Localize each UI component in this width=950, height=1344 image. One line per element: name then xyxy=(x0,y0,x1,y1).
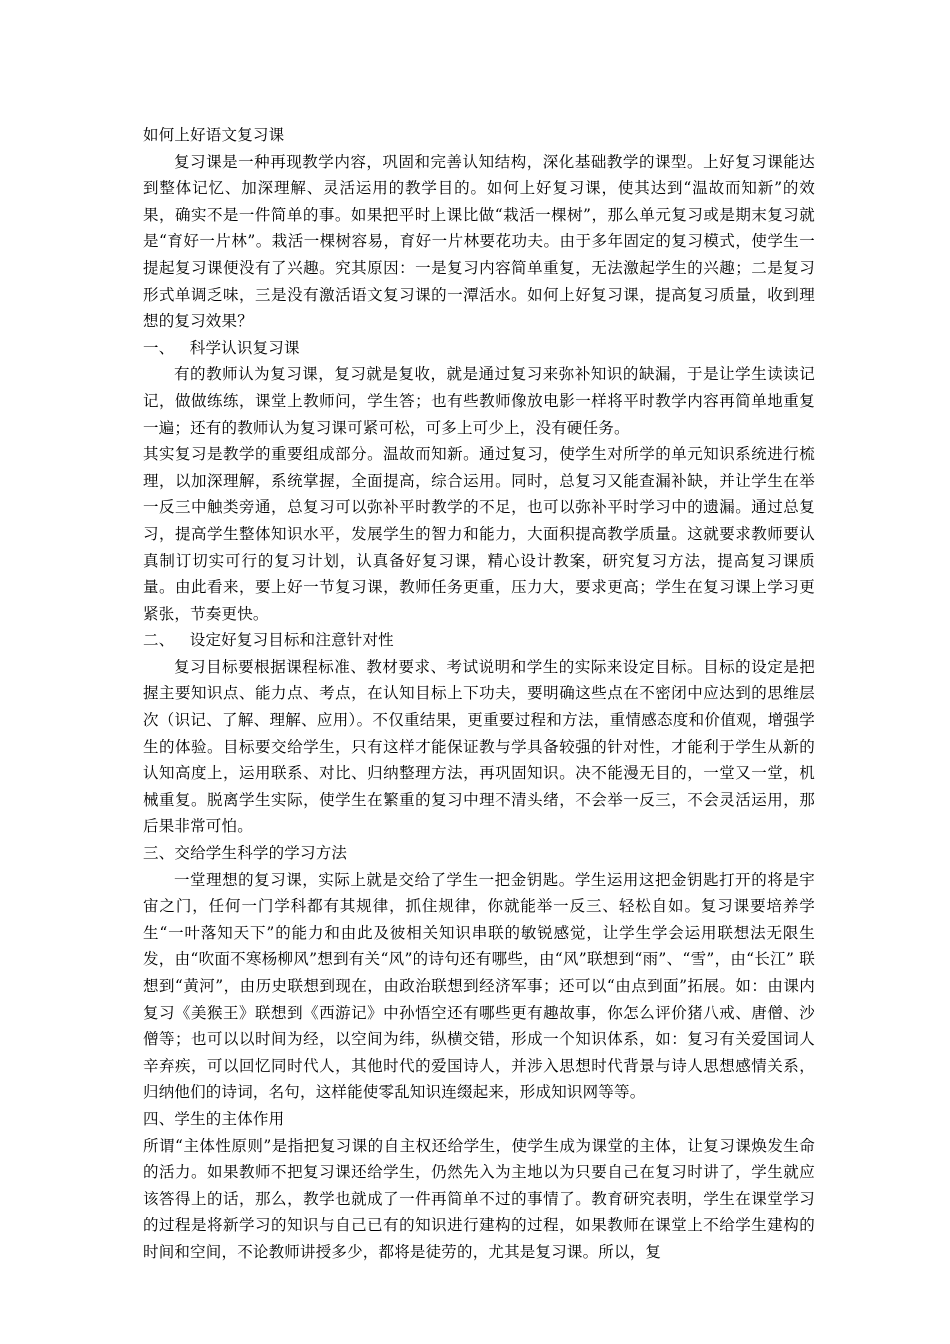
document-title: 如何上好语文复习课 xyxy=(143,126,285,144)
section-heading-4: 四、学生的主体作用 xyxy=(143,1109,285,1128)
paragraph-intro: 复习课是一种再现教学内容，巩固和完善认知结构，深化基础教学的课型。上好复习课能达到整体记忆、加深理解、灵活运用的教学目的。如何上好复习课，使其达到“温故而知新”的效果，确实不是一件简单的事。如果把平时上课比做“栽活一棵树”，那么单元复习或是期末复习就是“育好一片林”。栽活一棵树容易，育好一片林要花功夫。由于多年固定的复习模式，使学生一提起复习课便没有了兴趣。究其原因：一是复习内容简单重复，无法激起学生的兴趣；二是复习形式单调乏味，三是没有激活语文复习课的一潭活水。如何上好复习课，提高复习质量，收到理想的复习效果？ xyxy=(143,152,815,331)
paragraph-4: 所谓“主体性原则”是指把复习课的自主权还给学生，使学生成为课堂的主体，让复习课焕发生命的活力。如果教师不把复习课还给学生，仍然先入为主地以为只要自己在复习时讲了，学生就应该答得上的话，那么，教学也就成了一件再简单不过的事情了。教育研究表明，学生在课堂学习的过程是将新学习的知识与自己已有的知识进行建构的过程，如果教师在课堂上不给学生建构的时间和空间，不论教师讲授多少，都将是徒劳的，尤其是复习课。所以，复 xyxy=(143,1136,815,1261)
document-page xyxy=(143,122,815,1266)
section-heading-2: 二、 设定好复习目标和注意针对性 xyxy=(143,631,394,650)
section-heading-1: 一、 科学认识复习课 xyxy=(143,338,300,357)
section-heading-3: 三、交给学生科学的学习方法 xyxy=(143,844,348,863)
paragraph-1b: 其实复习是教学的重要组成部分。温故而知新。通过复习，使学生对所学的单元知识系统进行梳理，以加深理解，系统掌握，全面提高，综合运用。同时，总复习又能查漏补缺，并让学生在举一反三中触类旁通，总复习可以弥补平时教学的不足，也可以弥补平时学习中的遗漏。通过总复习，提高学生整体知识水平，发展学生的智力和能力，大面积提高教学质量。这就要求教师要认真制订切实可行的复习计划，认真备好复习课，精心设计教案，研究复习方法，提高复习课质量。由此看来，要上好一节复习课，教师任务更重，压力大，要求更高；学生在复习课上学习更紧张，节奏更快。 xyxy=(143,445,815,623)
paragraph-1a: 有的教师认为复习课，复习就是复收，就是通过复习来弥补知识的缺漏，于是让学生读读记记，做做练练，课堂上教师问，学生答；也有些教师像放电影一样将平时教学内容再简单地重复一遍；还有的教师认为复习课可紧可松，可多上可少上，没有硬任务。 xyxy=(143,365,815,437)
paragraph-2: 复习目标要根据课程标准、教材要求、考试说明和学生的实际来设定目标。目标的设定是把握主要知识点、能力点、考点，在认知目标上下功夫，要明确这些点在不密闭中应达到的思维层次（识记、了解、理解、应用）。不仅重结果，更重要过程和方法，重情感态度和价值观，增强学生的体验。目标要交给学生，只有这样才能保证教与学具备较强的针对性，才能利于学生从新的认知高度上，运用联系、对比、归纳整理方法，再巩固知识。决不能漫无目的，一堂又一堂，机械重复。脱离学生实际，使学生在繁重的复习中理不清头绪，不会举一反三，不会灵活运用，那后果非常可怕。 xyxy=(143,657,815,836)
paragraph-3: 一堂理想的复习课，实际上就是交给了学生一把金钥匙。学生运用这把金钥匙打开的将是宇宙之门，任何一门学科都有其规律，抓住规律，你就能举一反三、轻松自如。复习课要培养学生“一叶落知天下”的能力和由此及彼相关知识串联的敏锐感觉，让学生学会运用联想法无限生发，由“吹面不寒杨柳风”想到有关“风”的诗句还有哪些，由“风”联想到“雨”、“雪”，由“长江” 联想到“黄河”，由历史联想到现在，由政治联想到经济军事；还可以“由点到面”拓展。如：由课内复习《美猴王》联想到《西游记》中孙悟空还有哪些更有趣故事，你怎么评价猪八戒、唐僧、沙僧等；也可以以时间为经，以空间为纬，纵横交错，形成一个知识体系，如：复习有关爱国词人辛弃疾，可以回忆同时代人，其他时代的爱国诗人，并涉入思想时代背景与诗人思想感情关系，归纳他们的诗词，名句，这样能使零乱知识连缀起来，形成知识网等等。 xyxy=(143,870,815,1102)
